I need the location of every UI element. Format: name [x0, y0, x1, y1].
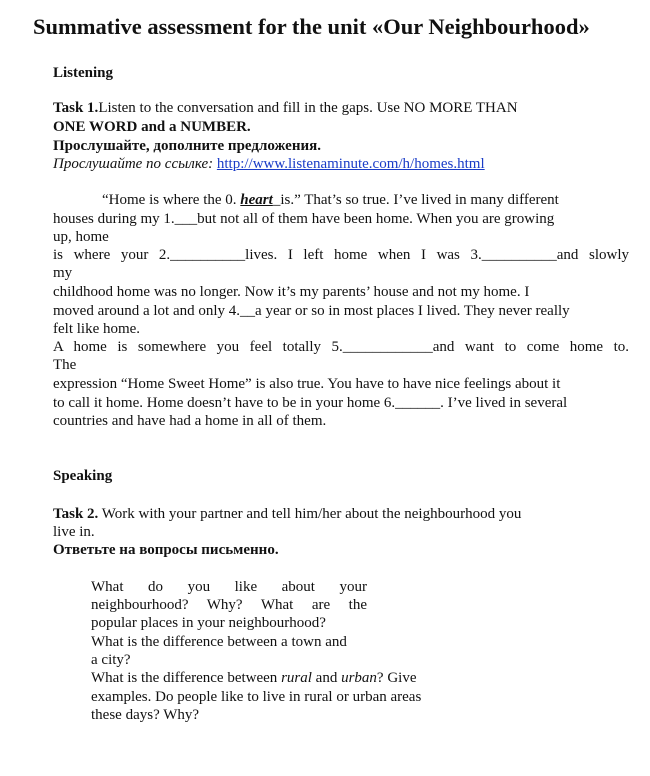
word-urban: urban	[341, 670, 377, 686]
question-line-8: these days? Why?	[91, 707, 200, 723]
question-line-5: a city?	[91, 652, 131, 668]
question-text: and	[311, 670, 342, 686]
link-prefix: Прослушайте по ссылке:	[53, 156, 217, 172]
example-answer: heart	[240, 192, 273, 208]
passage-line-12: to call it home. Home doesn’t have to be in your home 6.______. I’ve lived in several	[53, 395, 568, 411]
task2-instruction	[53, 505, 521, 523]
passage-text: _is.” That’s so true. I’ve lived in many different	[272, 192, 559, 208]
task1-instruction-cont: ONE WORD and a NUMBER.	[53, 119, 251, 135]
passage-line-10: The	[53, 357, 77, 373]
question-text: What is the difference between	[91, 670, 282, 686]
question-line-1: What do you like about your	[91, 579, 367, 595]
question-line-2: neighbourhood? Why? What are the	[91, 597, 367, 613]
page-title: Summative assessment for the unit «Our Neighbourhood»	[33, 14, 590, 39]
task2-instruction-cont: live in.	[53, 524, 95, 540]
passage-line-1	[102, 191, 559, 209]
question-line-6	[91, 669, 417, 687]
question-line-4: What is the difference between a town and	[91, 634, 347, 650]
task1-instruction	[53, 99, 518, 117]
listen-link[interactable]: http://www.listenaminute.com/h/homes.html	[216, 156, 485, 172]
task1-link-line	[53, 155, 485, 173]
task1-instruction-ru: Прослушайте, дополните предложения.	[53, 138, 321, 154]
passage-line-2: houses during my 1.___but not all of them have been home. When you are growing	[53, 211, 555, 227]
listening-heading: Listening	[53, 65, 114, 81]
passage-line-4: is where your 2.__________lives. I left home when I was 3.__________and slowly	[53, 247, 629, 263]
task1-label: Task 1.	[53, 100, 99, 116]
passage-line-9: A home is somewhere you feel totally 5.____________and want to come home to.	[53, 339, 629, 355]
question-text: ? Give	[376, 670, 417, 686]
word-rural: rural	[281, 670, 312, 686]
passage-line-8: felt like home.	[53, 321, 141, 337]
task2-label: Task 2.	[53, 506, 99, 522]
question-line-3: popular places in your neighbourhood?	[91, 615, 326, 631]
question-line-7: examples. Do people like to live in rural or urban areas	[91, 689, 422, 705]
passage-line-3: up, home	[53, 229, 109, 245]
passage-text: “Home is where the 0.	[102, 192, 241, 208]
passage-line-13: countries and have had a home in all of them.	[53, 413, 327, 429]
task2-text: Work with your partner and tell him/her about the neighbourhood you	[98, 506, 522, 522]
speaking-heading: Speaking	[53, 468, 113, 484]
passage-line-7: moved around a lot and only 4.__a year or so in most places I lived. They never really	[53, 303, 570, 319]
passage-line-5: my	[53, 265, 73, 281]
task2-instruction-ru: Ответьте на вопросы письменно.	[53, 542, 279, 558]
task1-text: Listen to the conversation and fill in the gaps. Use NO MORE THAN	[98, 100, 518, 116]
passage-line-11: expression “Home Sweet Home” is also true. You have to have nice feelings about it	[53, 376, 561, 392]
passage-line-6: childhood home was no longer. Now it’s my parents’ house and not my home. I	[53, 284, 530, 300]
